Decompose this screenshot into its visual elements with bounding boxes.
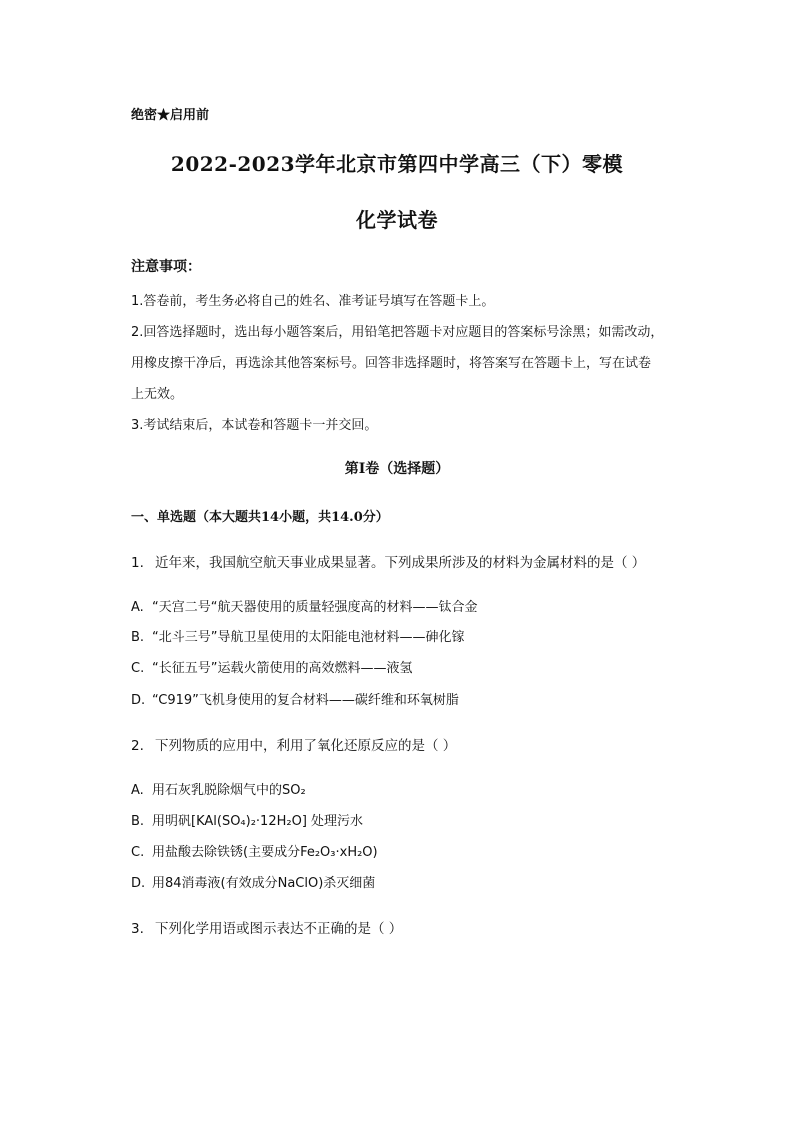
option-2b bbox=[131, 810, 363, 829]
option-2c bbox=[131, 841, 378, 860]
question-text: 近年来，我国航空航天事业成果显著。下列成果所涉及的材料为金属材料的是（ ） bbox=[155, 555, 646, 571]
option-text: “天宫二号“航天器使用的质量轻强度高的材料——钛合金 bbox=[152, 600, 478, 615]
notice-line: 3.考试结束后，本试卷和答题卡一并交回。 bbox=[131, 418, 378, 433]
question-text: 下列物质的应用中，利用了氧化还原反应的是（ ） bbox=[155, 738, 457, 754]
option-2a bbox=[131, 779, 306, 798]
option-2d bbox=[131, 872, 375, 891]
option-1d bbox=[131, 689, 459, 708]
notice-line: 1.答卷前，考生务必将自己的姓名、准考证号填写在答题卡上。 bbox=[131, 294, 495, 309]
option-text: 用明矾[KAl(SO₄)₂·12H₂O] 处理污水 bbox=[152, 814, 364, 829]
option-label: A. bbox=[131, 783, 144, 798]
question-2 bbox=[131, 734, 456, 754]
option-1b bbox=[131, 626, 464, 645]
question-1 bbox=[131, 551, 645, 571]
question-text: 下列化学用语或图示表达不正确的是（ ） bbox=[155, 921, 403, 937]
option-text: 用84消毒液(有效成分NaClO)杀灭细菌 bbox=[152, 876, 376, 891]
question-number: 1. bbox=[131, 555, 144, 571]
option-label: B. bbox=[131, 630, 145, 645]
exam-title: 2022-2023学年北京市第四中学高三（下）零模 bbox=[170, 152, 624, 176]
subject-title: 化学试卷 bbox=[356, 208, 438, 232]
question-number: 2. bbox=[131, 738, 144, 754]
option-text: 用盐酸去除铁锈(主要成分Fe₂O₃·xH₂O) bbox=[152, 845, 378, 860]
option-label: C. bbox=[131, 845, 145, 860]
option-text: “北斗三号”导航卫星使用的太阳能电池材料——砷化镓 bbox=[152, 630, 465, 645]
option-text: “长征五号”运载火箭使用的高效燃料——液氢 bbox=[152, 661, 413, 676]
part-title: 一、单选题（本大题共14小题，共14.0分） bbox=[131, 510, 389, 525]
option-1c bbox=[131, 657, 412, 676]
option-text: “C919”飞机身使用的复合材料——碳纤维和环氧树脂 bbox=[152, 693, 459, 708]
option-text: 用石灰乳脱除烟气中的SO₂ bbox=[152, 783, 306, 798]
option-label: D. bbox=[131, 693, 146, 708]
option-label: A. bbox=[131, 600, 144, 615]
notice-heading: 注意事项： bbox=[131, 259, 201, 275]
question-number: 3. bbox=[131, 921, 144, 937]
notice-line: 用橡皮擦干净后，再选涂其他答案标号。回答非选择题时，将答案写在答题卡上，写在试卷 bbox=[131, 356, 652, 371]
secret-label: 绝密★启用前 bbox=[131, 108, 210, 123]
section-title: 第Ⅰ卷（选择题） bbox=[344, 461, 450, 477]
option-label: C. bbox=[131, 661, 145, 676]
notice-line: 2.回答选择题时，选出每小题答案后，用铅笔把答题卡对应题目的答案标号涂黑；如需改动， bbox=[131, 325, 664, 340]
option-label: B. bbox=[131, 814, 145, 829]
option-1a bbox=[131, 596, 477, 615]
option-label: D. bbox=[131, 876, 146, 891]
notice-line: 上无效。 bbox=[131, 387, 184, 402]
question-3 bbox=[131, 917, 402, 937]
